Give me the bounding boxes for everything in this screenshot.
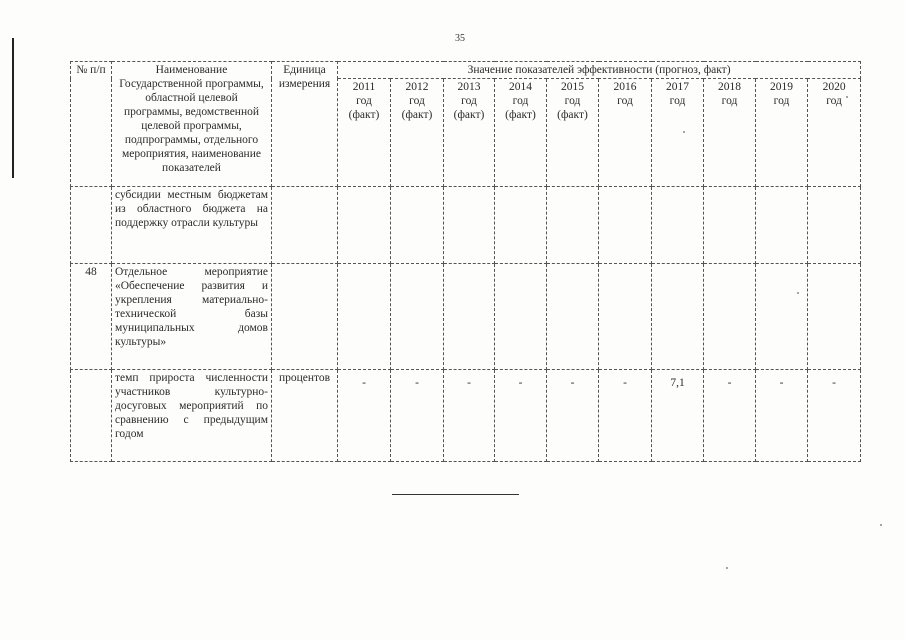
header-year-2015: [547, 79, 599, 187]
row-value-2016: [599, 187, 652, 264]
row-value-2018: -: [704, 370, 756, 462]
row-value-2011: [338, 187, 391, 264]
row-unit: [272, 264, 338, 370]
row-value-2017: [652, 187, 704, 264]
header-year-year: 2016: [613, 81, 637, 93]
closing-rule: [392, 494, 519, 495]
row-value-2016: [599, 264, 652, 370]
header-year-2013: [444, 79, 495, 187]
row-value-2017: 7,1: [652, 370, 704, 462]
table-row: [71, 264, 861, 370]
header-year-2019: [756, 79, 808, 187]
header-year-note: (факт): [453, 109, 485, 121]
header-year-year: 2018: [718, 81, 741, 93]
row-value-2014: -: [495, 370, 547, 462]
row-value-2013: [444, 187, 495, 264]
row-value-2017: [652, 264, 704, 370]
header-year-2012: [391, 79, 444, 187]
header-values-title: Значение показателей эффективности (прогноз, факт): [338, 62, 861, 79]
row-num: [71, 187, 112, 264]
row-unit: [272, 187, 338, 264]
header-name: Наименование Государственной программы, областной целевой программы, ведомственной целевой программы, подпрограммы, отдельного мероприятия, наименование показателей: [112, 62, 272, 187]
row-value-2018: [704, 264, 756, 370]
row-value-2012: -: [391, 370, 444, 462]
scan-speck: [846, 96, 848, 98]
header-year-2016: [599, 79, 652, 187]
header-year-2020: [808, 79, 861, 187]
header-year-year: 2015: [561, 81, 584, 93]
row-value-2019: [756, 264, 808, 370]
row-value-2013: [444, 264, 495, 370]
header-year-note: (факт): [505, 109, 536, 121]
header-year-note: (факт): [401, 109, 433, 121]
header-year-word: год: [669, 95, 686, 107]
table-row: [71, 187, 861, 264]
row-value-2012: [391, 264, 444, 370]
scan-speck: [797, 292, 799, 294]
header-unit: Единица измерения: [272, 62, 338, 187]
header-year-year: 2011: [352, 81, 376, 93]
row-value-2020: [808, 187, 861, 264]
table-header-row-1: [71, 62, 861, 79]
header-year-note: (факт): [557, 109, 588, 121]
row-value-2011: [338, 264, 391, 370]
row-value-2020: [808, 264, 861, 370]
row-value-2013: -: [444, 370, 495, 462]
header-year-word: год: [461, 95, 477, 107]
header-year-2014: [495, 79, 547, 187]
page-number: 35: [455, 33, 465, 44]
header-year-year: 2020: [822, 81, 846, 93]
row-value-2012: [391, 187, 444, 264]
header-year-word: год: [564, 95, 581, 107]
header-year-word: год: [826, 95, 842, 107]
row-name: темп прироста численности участников культурно-досуговых мероприятий по сравнению с предыдущим годом: [112, 370, 272, 462]
row-unit: процентов: [272, 370, 338, 462]
header-year-year: 2014: [509, 81, 532, 93]
row-value-2011: -: [338, 370, 391, 462]
indicators-table: [70, 61, 861, 462]
row-value-2015: -: [547, 370, 599, 462]
row-num: [71, 370, 112, 462]
header-year-2018: [704, 79, 756, 187]
row-value-2019: [756, 187, 808, 264]
row-name: субсидии местным бюджетам из областного бюджета на поддержку отрасли культуры: [112, 187, 272, 264]
row-value-2016: -: [599, 370, 652, 462]
scan-speck: [726, 567, 728, 569]
margin-mark: [12, 38, 14, 178]
row-num: 48: [71, 264, 112, 370]
header-year-year: 2017: [666, 81, 689, 93]
header-year-word: год: [773, 95, 790, 107]
header-year-2011: [338, 79, 391, 187]
row-value-2014: [495, 187, 547, 264]
header-num: № п/п: [71, 62, 112, 187]
header-year-year: 2019: [770, 81, 793, 93]
header-year-word: год: [409, 95, 425, 107]
header-year-word: год: [356, 95, 372, 107]
row-value-2015: [547, 264, 599, 370]
row-value-2020: -: [808, 370, 861, 462]
table-row: [71, 370, 861, 462]
header-year-year: 2012: [405, 81, 429, 93]
row-value-2019: -: [756, 370, 808, 462]
header-year-word: год: [512, 95, 529, 107]
header-year-word: год: [617, 95, 633, 107]
row-value-2018: [704, 187, 756, 264]
row-value-2015: [547, 187, 599, 264]
header-year-note: (факт): [348, 109, 380, 121]
scan-speck: [683, 131, 685, 133]
header-year-year: 2013: [457, 81, 481, 93]
header-year-word: год: [721, 95, 738, 107]
scan-speck: [880, 524, 882, 526]
row-name: Отдельное мероприятие «Обеспечение развития и укрепления материально-технической базы муниципальных домов культуры»: [112, 264, 272, 370]
row-value-2014: [495, 264, 547, 370]
header-year-2017: [652, 79, 704, 187]
